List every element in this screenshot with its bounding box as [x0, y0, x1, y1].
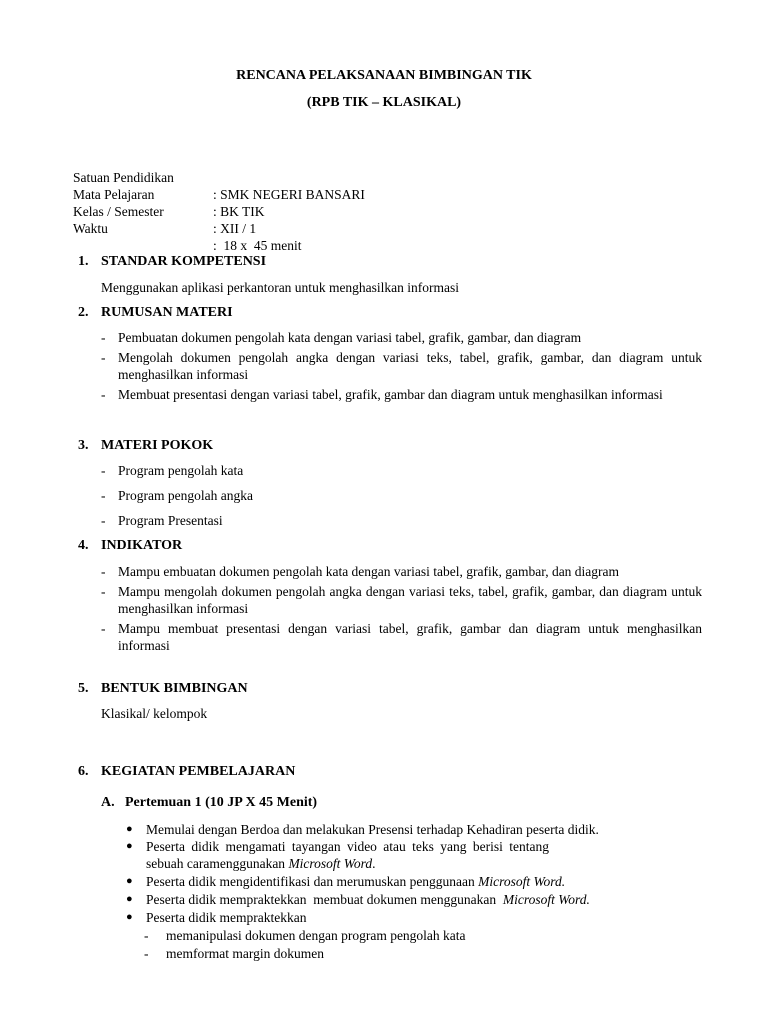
list-item — [101, 563, 702, 580]
bullet-marker: ● — [126, 840, 133, 852]
bullet-text — [146, 891, 726, 908]
bullet-text — [146, 873, 726, 890]
bullet-item — [126, 873, 726, 890]
bullet-text-part: Peserta didik mempraktekkan membuat dokumen menggunakan — [146, 892, 503, 907]
list-item-text: Program pengolah angka — [118, 488, 253, 503]
dash-marker: - — [101, 513, 106, 528]
bullet-text: Peserta didik mengamati tayangan video atau teks yang berisi tentang — [146, 839, 550, 854]
section-number: 4. — [78, 538, 89, 553]
list-item — [101, 386, 702, 403]
bullet-marker: ● — [126, 893, 133, 905]
bullet-text-emphasis: Microsoft Word. — [502, 892, 590, 907]
list-item — [101, 462, 702, 479]
info-value: : BK TIK — [213, 204, 265, 219]
document-title: RENCANA PELAKSANAAN BIMBINGAN TIK — [236, 68, 532, 83]
bullet-text-part: sebuah caramenggunakan — [146, 856, 289, 871]
section-title: BENTUK BIMBINGAN — [101, 681, 248, 696]
list-item-text: Mengolah dokumen pengolah angka dengan variasi teks, tabel, grafik, gambar, dan diagram untuk menghasilkan informasi — [118, 350, 702, 382]
section-title: INDIKATOR — [101, 538, 183, 553]
sub-list-item — [144, 927, 466, 944]
bullet-text: Peserta didik mempraktekkan — [146, 910, 307, 925]
dash-marker: - — [101, 584, 106, 599]
bullet-marker: ● — [126, 911, 133, 923]
bullet-text-emphasis: Microsoft Word — [288, 856, 373, 871]
sub-list-item-text: memformat margin dokumen — [166, 946, 324, 961]
section-title: KEGIATAN PEMBELAJARAN — [101, 764, 296, 779]
info-label: Satuan Pendidikan — [73, 170, 174, 185]
bullet-text: Memulai dengan Berdoa dan melakukan Presensi terhadap Kehadiran peserta didik. — [146, 822, 599, 837]
bullet-item — [126, 891, 726, 908]
section-title: STANDAR KOMPETENSI — [101, 254, 267, 269]
list-item — [101, 620, 702, 654]
list-item — [101, 512, 702, 529]
subsection-title: Pertemuan 1 (10 JP X 45 Menit) — [125, 795, 318, 810]
dash-marker: - — [144, 946, 149, 961]
section-heading-indikator — [78, 537, 182, 555]
info-value: : XII / 1 — [213, 221, 257, 236]
bullet-marker: ● — [126, 823, 133, 835]
section-heading-standar-kompetensi — [78, 253, 266, 271]
list-item — [101, 329, 702, 346]
subsection-number: A. — [101, 795, 115, 810]
dash-marker: - — [101, 350, 106, 365]
bullet-text-continuation — [146, 855, 726, 872]
section-number: 1. — [78, 254, 89, 269]
section-number: 5. — [78, 681, 89, 696]
bullet-text-emphasis: Microsoft Word. — [478, 874, 566, 889]
list-item-text: Mampu membuat presentasi dengan variasi tabel, grafik, gambar dan diagram untuk menghasilkan informasi — [118, 621, 702, 653]
dash-marker: - — [101, 387, 106, 402]
list-item-text: Program pengolah kata — [118, 463, 244, 478]
section-heading-bentuk-bimbingan — [78, 680, 248, 698]
section-text: Menggunakan aplikasi perkantoran untuk menghasilkan informasi — [101, 280, 460, 295]
section-number: 6. — [78, 764, 89, 779]
bullet-marker: ● — [126, 875, 133, 887]
dash-marker: - — [101, 564, 106, 579]
list-item — [101, 583, 702, 617]
bullet-text-part: Peserta didik mengidentifikasi dan merumuskan penggunaan — [146, 874, 479, 889]
section-title: RUMUSAN MATERI — [101, 305, 233, 320]
section-text: Klasikal/ kelompok — [101, 706, 208, 721]
bullet-item — [126, 909, 726, 926]
dash-marker: - — [101, 463, 106, 478]
dash-marker: - — [101, 621, 106, 636]
dash-marker: - — [101, 330, 106, 345]
dash-marker: - — [101, 488, 106, 503]
list-item-text: Mampu mengolah dokumen pengolah angka dengan variasi teks, tabel, grafik, gambar, dan diagram untuk menghasilkan informasi — [118, 584, 702, 616]
info-value: : 18 x 45 menit — [213, 238, 302, 253]
info-label: Kelas / Semester — [73, 204, 164, 219]
section-heading-materi-pokok — [78, 437, 213, 455]
document-subtitle: (RPB TIK – KLASIKAL) — [306, 95, 462, 110]
bullet-item — [126, 838, 726, 872]
section-heading-kegiatan-pembelajaran — [78, 763, 295, 781]
info-label: Waktu — [73, 221, 108, 236]
list-item-text: Membuat presentasi dengan variasi tabel, grafik, gambar dan diagram untuk menghasilkan informasi — [118, 387, 663, 402]
list-item-text: Program Presentasi — [118, 513, 223, 528]
section-heading-rumusan-materi — [78, 304, 233, 322]
list-item — [101, 487, 702, 504]
section-number: 3. — [78, 438, 89, 453]
sub-list-item — [144, 945, 324, 962]
dash-marker: - — [144, 928, 149, 943]
sub-list-item-text: memanipulasi dokumen dengan program pengolah kata — [166, 928, 466, 943]
info-label: Mata Pelajaran — [73, 187, 155, 202]
info-value: : SMK NEGERI BANSARI — [213, 187, 365, 202]
list-item — [101, 349, 702, 383]
section-title: MATERI POKOK — [101, 438, 214, 453]
section-number: 2. — [78, 305, 89, 320]
bullet-text-part: . — [372, 856, 376, 871]
list-item-text: Pembuatan dokumen pengolah kata dengan variasi tabel, grafik, gambar, dan diagram — [118, 330, 582, 345]
bullet-item — [126, 821, 726, 838]
list-item-text: Mampu embuatan dokumen pengolah kata dengan variasi tabel, grafik, gambar, dan diagram — [118, 564, 620, 579]
subsection-heading-pertemuan-1 — [101, 794, 317, 812]
